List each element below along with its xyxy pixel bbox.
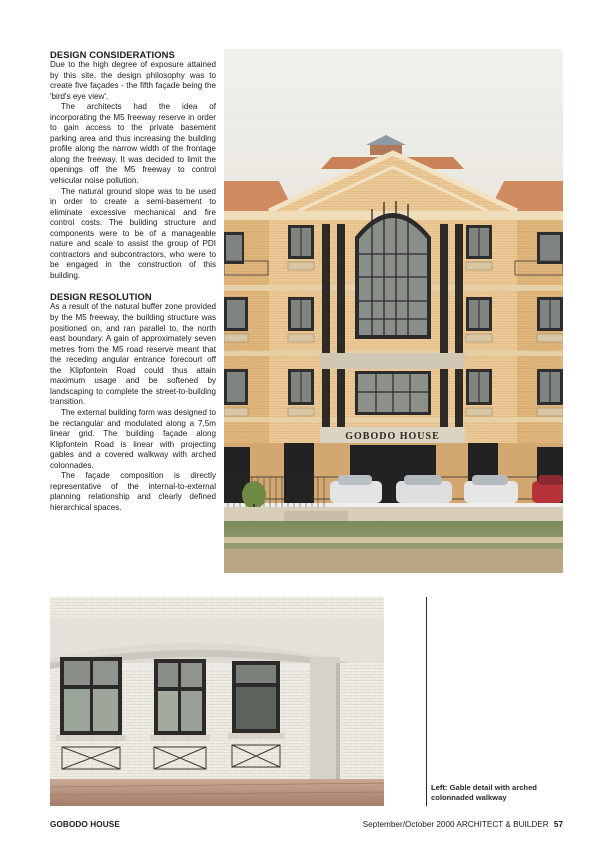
caption-divider-rule	[426, 597, 427, 806]
gable-detail-photo	[50, 597, 384, 806]
caption-body: Gable detail with arched colonnaded walkway	[431, 783, 537, 802]
paragraph: The architects had the idea of incorporating the M5 freeway reserve in order to gain access to the private basement parking area and thus increasing the building profile along the narrow width of the frontage along the freeway. It was decided to limit the openings off the M5 freeway to control vehicular noise pollution.	[50, 102, 216, 186]
paragraph: Due to the high degree of exposure attained by this site, the design philosophy was to create five façades - the fifth façade being the 'bird's eye view'.	[50, 60, 216, 101]
section-heading-design-considerations: DESIGN CONSIDERATIONS	[50, 49, 175, 60]
article-text-column	[50, 49, 216, 513]
footer-issue: September/October 2000	[362, 820, 455, 829]
paragraph: The external building form was designed to be rectangular and modulated along a 7,5m linear grid. The building façade along Klipfontein Road is linear with projecting gables and a covered walkway with arched colonnades.	[50, 407, 216, 470]
section-heading-design-resolution: DESIGN RESOLUTION	[50, 291, 152, 303]
building-sign-text: GOBODO HOUSE	[345, 431, 440, 442]
paragraph: As a result of the natural buffer zone provided by the M5 freeway, the building structure was positioned on, and ran parallel to, the north east boundary. A gain of approximately seven metres from the M5 road reserve meant that the receding angular entrance forecourt off the Klipfontein Road could thus attain maximum usage and be softened by landscaping to complete the street-to-building transition.	[50, 302, 216, 407]
photo-caption	[431, 783, 561, 803]
footer-publication-info	[363, 820, 563, 829]
page-number: 57	[553, 820, 563, 829]
paragraph: The natural ground slope was to be used in order to create a semi-basement to eliminate excessive mechanical and fire control costs. The building structure and components were to be of a manageable nature and scale to assist the group of PDI contractors and subcontractors, who were to be engaged in the construction of this building.	[50, 186, 216, 280]
footer-publication: ARCHITECT & BUILDER	[456, 820, 549, 829]
footer-article-title: GOBODO HOUSE	[50, 820, 120, 829]
paragraph: The façade composition is directly representative of the internal-to-external planning relationship and clearly defined hierarchical spaces.	[50, 471, 216, 512]
caption-lead: Left:	[431, 783, 448, 792]
building-facade-photo	[224, 49, 563, 573]
